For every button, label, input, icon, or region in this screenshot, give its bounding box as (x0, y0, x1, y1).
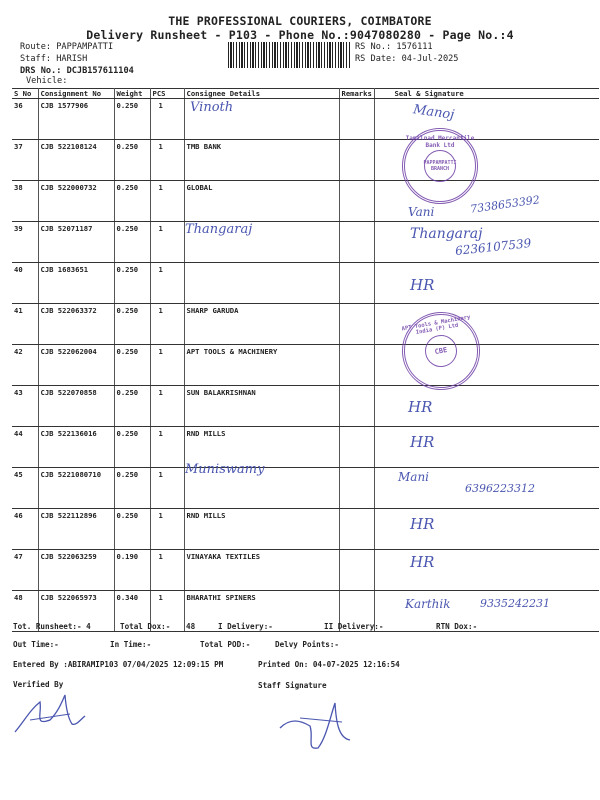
handwritten-name-36: Vinoth (190, 100, 234, 115)
row-seal-signature (374, 99, 599, 140)
row-pcs: 1 (150, 591, 184, 632)
row-pcs: 1 (150, 140, 184, 181)
row-consignment-no: CJB 522000732 (38, 181, 114, 222)
bank-seal-text: Tamilnad Mercantile Bank Ltd (405, 135, 475, 149)
col-pcs: PCS (150, 89, 184, 99)
row-consignee: RND MILLS (184, 427, 339, 468)
row-weight: 0.250 (114, 181, 150, 222)
row-seal-signature (374, 427, 599, 468)
phone-39: 6236107539 (454, 236, 532, 258)
table-row (12, 99, 599, 140)
signature-45: Mani (398, 470, 430, 484)
row-pcs: 1 (150, 181, 184, 222)
printed-on: Printed On: 04-07-2025 12:16:54 (258, 660, 400, 669)
row-remarks (339, 263, 374, 304)
hr-sign-46: HR (410, 515, 435, 533)
row-weight: 0.250 (114, 427, 150, 468)
table-row (12, 304, 599, 345)
row-seal-signature (374, 550, 599, 591)
row-pcs: 1 (150, 550, 184, 591)
row-consignee: SHARP GARUDA (184, 304, 339, 345)
row-consignment-no: CJB 522063372 (38, 304, 114, 345)
total-dox-value: 48 (186, 622, 196, 631)
signature-48: Karthik (405, 597, 451, 611)
row-consignment-no: CJB 522070858 (38, 386, 114, 427)
row-consignee: VINAYAKA TEXTILES (184, 550, 339, 591)
row-sno: 41 (12, 304, 38, 345)
row-consignee (184, 263, 339, 304)
row-remarks (339, 427, 374, 468)
row-sno: 47 (12, 550, 38, 591)
total-runsheet: Tot. Runsheet:- 4 (13, 622, 91, 631)
hr-sign-47: HR (410, 553, 435, 571)
verified-by-signature (10, 690, 90, 740)
col-consignment: Consignment No (38, 89, 114, 99)
row-remarks (339, 99, 374, 140)
row-weight: 0.250 (114, 263, 150, 304)
table-row (12, 386, 599, 427)
row-remarks (339, 468, 374, 509)
drs-number: DRS No.: DCJB157611104 (20, 66, 134, 76)
row-consignment-no: CJB 522136016 (38, 427, 114, 468)
hr-sign-44: HR (410, 433, 435, 451)
row-consignee: TMB BANK (184, 140, 339, 181)
row-remarks (339, 345, 374, 386)
row-consignment-no: CJB 522112896 (38, 509, 114, 550)
runsheet-table (12, 88, 599, 632)
signature-36: Manoj (412, 102, 456, 123)
rs-date: RS Date: 04-Jul-2025 (355, 54, 459, 64)
runsheet-subtitle: Delivery Runsheet - P103 - Phone No.:9047080280 - Page No.:4 (86, 28, 514, 42)
row-weight: 0.250 (114, 509, 150, 550)
hr-sign-40: HR (410, 276, 435, 294)
route-label: Route: PAPPAMPATTI (20, 42, 114, 52)
handwritten-name-39: Thangaraj (185, 222, 253, 237)
row-consignee: APT TOOLS & MACHINERY (184, 345, 339, 386)
col-consignee: Consignee Details (184, 89, 339, 99)
table-row (12, 550, 599, 591)
row-consignee: SUN BALAKRISHNAN (184, 386, 339, 427)
row-sno: 44 (12, 427, 38, 468)
row-weight: 0.250 (114, 99, 150, 140)
row-consignee: RND MILLS (184, 509, 339, 550)
row-pcs: 1 (150, 99, 184, 140)
staff-label: Staff: HARISH (20, 54, 88, 64)
row-seal-signature (374, 263, 599, 304)
row-consignment-no: CJB 522062004 (38, 345, 114, 386)
row-seal-signature (374, 509, 599, 550)
out-time: Out Time:- (13, 640, 59, 649)
total-dox-label: Total Dox:- (120, 622, 171, 631)
bank-seal-stamp (402, 128, 478, 204)
row-pcs: 1 (150, 263, 184, 304)
phone-45: 6396223312 (465, 482, 535, 495)
i-delivery: I Delivery:- (218, 622, 273, 631)
row-remarks (339, 386, 374, 427)
row-remarks (339, 509, 374, 550)
hr-sign-43: HR (408, 398, 433, 416)
ii-delivery: II Delivery:- (324, 622, 384, 631)
row-sno: 46 (12, 509, 38, 550)
row-remarks (339, 181, 374, 222)
row-weight: 0.250 (114, 468, 150, 509)
col-sno: S No (12, 89, 38, 99)
row-sno: 38 (12, 181, 38, 222)
row-weight: 0.250 (114, 304, 150, 345)
delvy-points: Delvy Points:- (275, 640, 340, 649)
table-header-row (12, 89, 599, 99)
company-seal-text: APT Tools & Machinery India (P) Ltd (401, 314, 471, 337)
table-row (12, 345, 599, 386)
in-time: In Time:- (110, 640, 152, 649)
row-pcs: 1 (150, 427, 184, 468)
row-pcs: 1 (150, 509, 184, 550)
verified-by-label: Verified By (13, 680, 64, 689)
row-sno: 45 (12, 468, 38, 509)
row-weight: 0.250 (114, 140, 150, 181)
handwritten-name-45: Muniswamy (185, 462, 265, 477)
rs-number: RS No.: 1576111 (355, 42, 433, 52)
bank-seal-inner (424, 150, 456, 182)
row-pcs: 1 (150, 386, 184, 427)
signature-39: Thangaraj (410, 226, 483, 242)
table-row (12, 140, 599, 181)
row-remarks (339, 550, 374, 591)
row-pcs: 1 (150, 468, 184, 509)
row-sno: 39 (12, 222, 38, 263)
row-remarks (339, 140, 374, 181)
row-consignment-no: CJB 522065973 (38, 591, 114, 632)
table-row (12, 427, 599, 468)
company-seal-city: CBE (434, 345, 448, 357)
row-weight: 0.250 (114, 386, 150, 427)
company-seal-inner (422, 332, 459, 369)
phone-38: 7338653392 (469, 193, 541, 216)
row-consignee: BHARATHI SPINERS (184, 591, 339, 632)
row-pcs: 1 (150, 222, 184, 263)
col-weight: Weight (114, 89, 150, 99)
row-sno: 36 (12, 99, 38, 140)
signature-38: Vani (408, 205, 435, 219)
rtn-dox: RTN Dox:- (436, 622, 478, 631)
row-sno: 37 (12, 140, 38, 181)
row-consignment-no: CJB 522108124 (38, 140, 114, 181)
company-title: THE PROFESSIONAL COURIERS, COIMBATORE (168, 14, 432, 28)
row-sno: 48 (12, 591, 38, 632)
vehicle-label: Vehicle: (26, 76, 68, 86)
row-sno: 42 (12, 345, 38, 386)
row-consignee: GLOBAL (184, 181, 339, 222)
total-pod: Total POD:- (200, 640, 251, 649)
row-sno: 40 (12, 263, 38, 304)
row-pcs: 1 (150, 304, 184, 345)
row-consignment-no: CJB 1683651 (38, 263, 114, 304)
barcode (228, 42, 350, 68)
row-pcs: 1 (150, 345, 184, 386)
row-weight: 0.250 (114, 345, 150, 386)
col-remarks: Remarks (339, 89, 374, 99)
row-remarks (339, 222, 374, 263)
staff-signature-scribble (270, 698, 360, 758)
row-sno: 43 (12, 386, 38, 427)
row-weight: 0.250 (114, 222, 150, 263)
row-consignment-no: CJB 5221080710 (38, 468, 114, 509)
row-weight: 0.340 (114, 591, 150, 632)
row-remarks (339, 304, 374, 345)
table-row (12, 263, 599, 304)
table-row (12, 509, 599, 550)
entered-by: Entered By :ABIRAMIP103 07/04/2025 12:09:15 PM (13, 660, 224, 669)
phone-48: 9335242231 (480, 597, 550, 610)
row-weight: 0.190 (114, 550, 150, 591)
col-seal-signature: Seal & Signature (374, 89, 599, 99)
row-consignment-no: CJB 522063259 (38, 550, 114, 591)
row-consignment-no: CJB 1577906 (38, 99, 114, 140)
row-consignment-no: CJB 52071187 (38, 222, 114, 263)
staff-signature-label: Staff Signature (258, 681, 327, 690)
bank-seal-branch: PAPPAMPATTI BRANCH (423, 160, 457, 172)
